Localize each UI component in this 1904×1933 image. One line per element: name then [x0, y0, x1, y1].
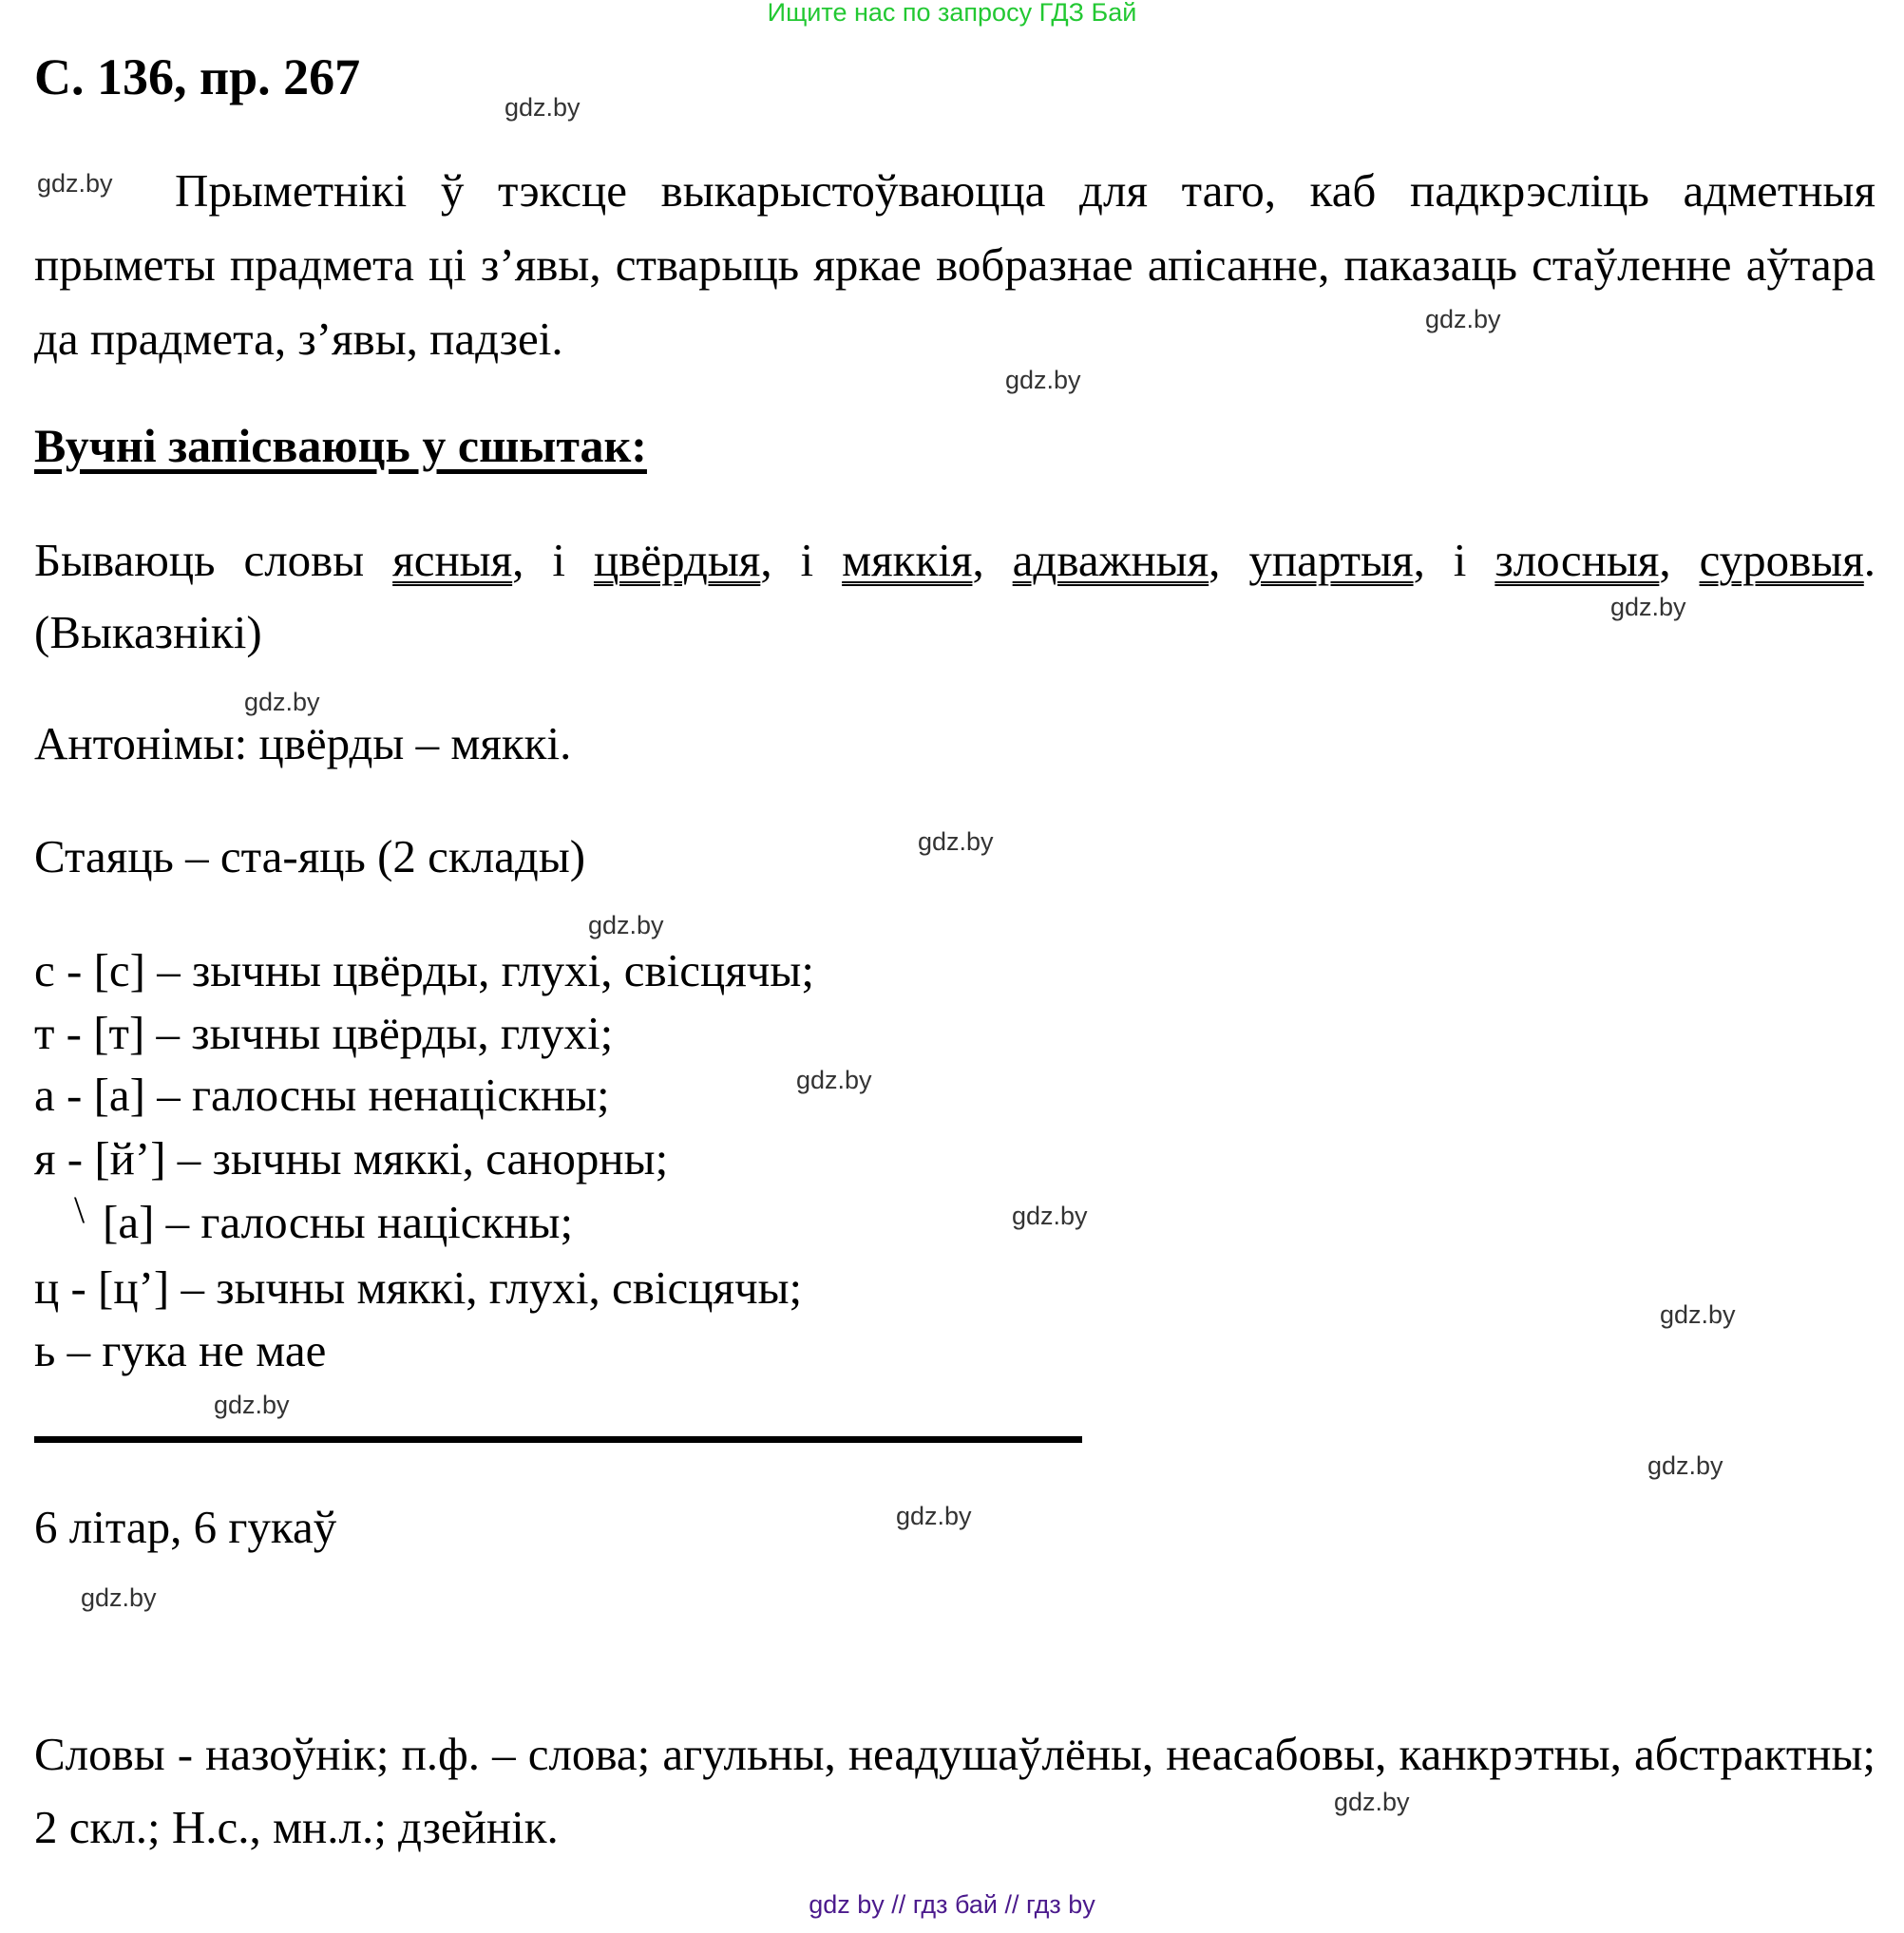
sentence-text: ,	[1209, 534, 1249, 586]
watermark: gdz.by	[505, 93, 581, 122]
watermark: gdz.by	[896, 1502, 972, 1530]
watermark: gdz.by	[1610, 593, 1686, 621]
watermark: gdz.by	[1012, 1202, 1088, 1230]
watermark: gdz.by	[1005, 366, 1081, 394]
search-banner[interactable]: Ищите нас по запросу ГДЗ Бай	[767, 0, 1137, 27]
predicate-word: адважныя	[1012, 534, 1209, 586]
predicate-word: мяккія	[842, 534, 973, 586]
watermark: gdz.by	[1647, 1451, 1723, 1480]
morphology-paragraph: Словы - назоўнік; п.ф. – слова; агульны, неадушаўлёны, неасабовы, канкрэтны, абстрактны; 2 скл.; Н.с., мн.л.; дзейнік.	[34, 1728, 1875, 1853]
example-sentence	[34, 524, 1875, 669]
watermark: gdz.by	[81, 1583, 157, 1612]
phonetic-line: а - [а] – галосны ненаціскны;	[34, 1069, 610, 1121]
divider-rule	[34, 1436, 1082, 1443]
watermark: gdz.by	[1425, 305, 1501, 333]
sentence-text: .(Выказнікі)	[34, 534, 1876, 658]
watermark: gdz.by	[1660, 1300, 1736, 1329]
predicate-word: цвёрдыя	[593, 534, 761, 586]
predicate-word: ясныя	[392, 534, 513, 586]
sentence-text: , і	[512, 534, 594, 586]
sentence-text: , і	[1413, 534, 1495, 586]
sentence-text: ,	[1659, 534, 1700, 586]
sentence-text: ,	[972, 534, 1013, 586]
phonetic-line: с - [с] – зычны цвёрды, глухі, свісцячы;	[34, 944, 814, 996]
branch-mark: \	[74, 1188, 86, 1231]
phonetic-line: ь – гука не мае	[34, 1324, 327, 1376]
letters-sounds-line: 6 літар, 6 гукаў	[34, 1501, 337, 1553]
page-title: С. 136, пр. 267	[34, 48, 361, 105]
watermark: gdz.by	[796, 1066, 872, 1094]
predicate-word: упартыя	[1248, 534, 1414, 586]
watermark: gdz.by	[37, 169, 113, 198]
footer-links[interactable]: gdz by // гдз бай // гдз by	[809, 1890, 1095, 1919]
intro-paragraph: Прыметнікі ў тэксце выкарыстоўваюцца для таго, каб падкрэсліць адметныя прыметы прадмета ці з’явы, стварыць яркае вобразнае апісанне, паказаць стаўленне аўтара да прадмета, з’явы, падзеі.	[34, 164, 1875, 365]
predicate-word: злосныя	[1495, 534, 1660, 586]
watermark: gdz.by	[214, 1391, 290, 1419]
predicate-word: суровыя	[1699, 534, 1864, 586]
watermark: gdz.by	[918, 827, 994, 856]
watermark: gdz.by	[588, 911, 664, 939]
watermark: gdz.by	[244, 688, 320, 716]
antonyms-line: Антонімы: цвёрды – мяккі.	[34, 717, 572, 769]
sentence-text: Бываюць словы	[34, 534, 393, 586]
phonetic-line: я - [й’] – зычны мяккі, санорны;	[34, 1132, 669, 1184]
section-heading: Вучні запісваюць у сшытак:	[34, 419, 647, 472]
phonetic-line: т - [т] – зычны цвёрды, глухі;	[34, 1007, 614, 1059]
sentence-text: , і	[760, 534, 843, 586]
syllables-line: Стаяць – ста-яць (2 склады)	[34, 830, 586, 882]
watermark: gdz.by	[1334, 1788, 1410, 1816]
phonetic-line: ц - [ц’] – зычны мяккі, глухі, свісцячы;	[34, 1261, 803, 1314]
phonetic-line: [а] – галосны націскны;	[103, 1196, 574, 1248]
